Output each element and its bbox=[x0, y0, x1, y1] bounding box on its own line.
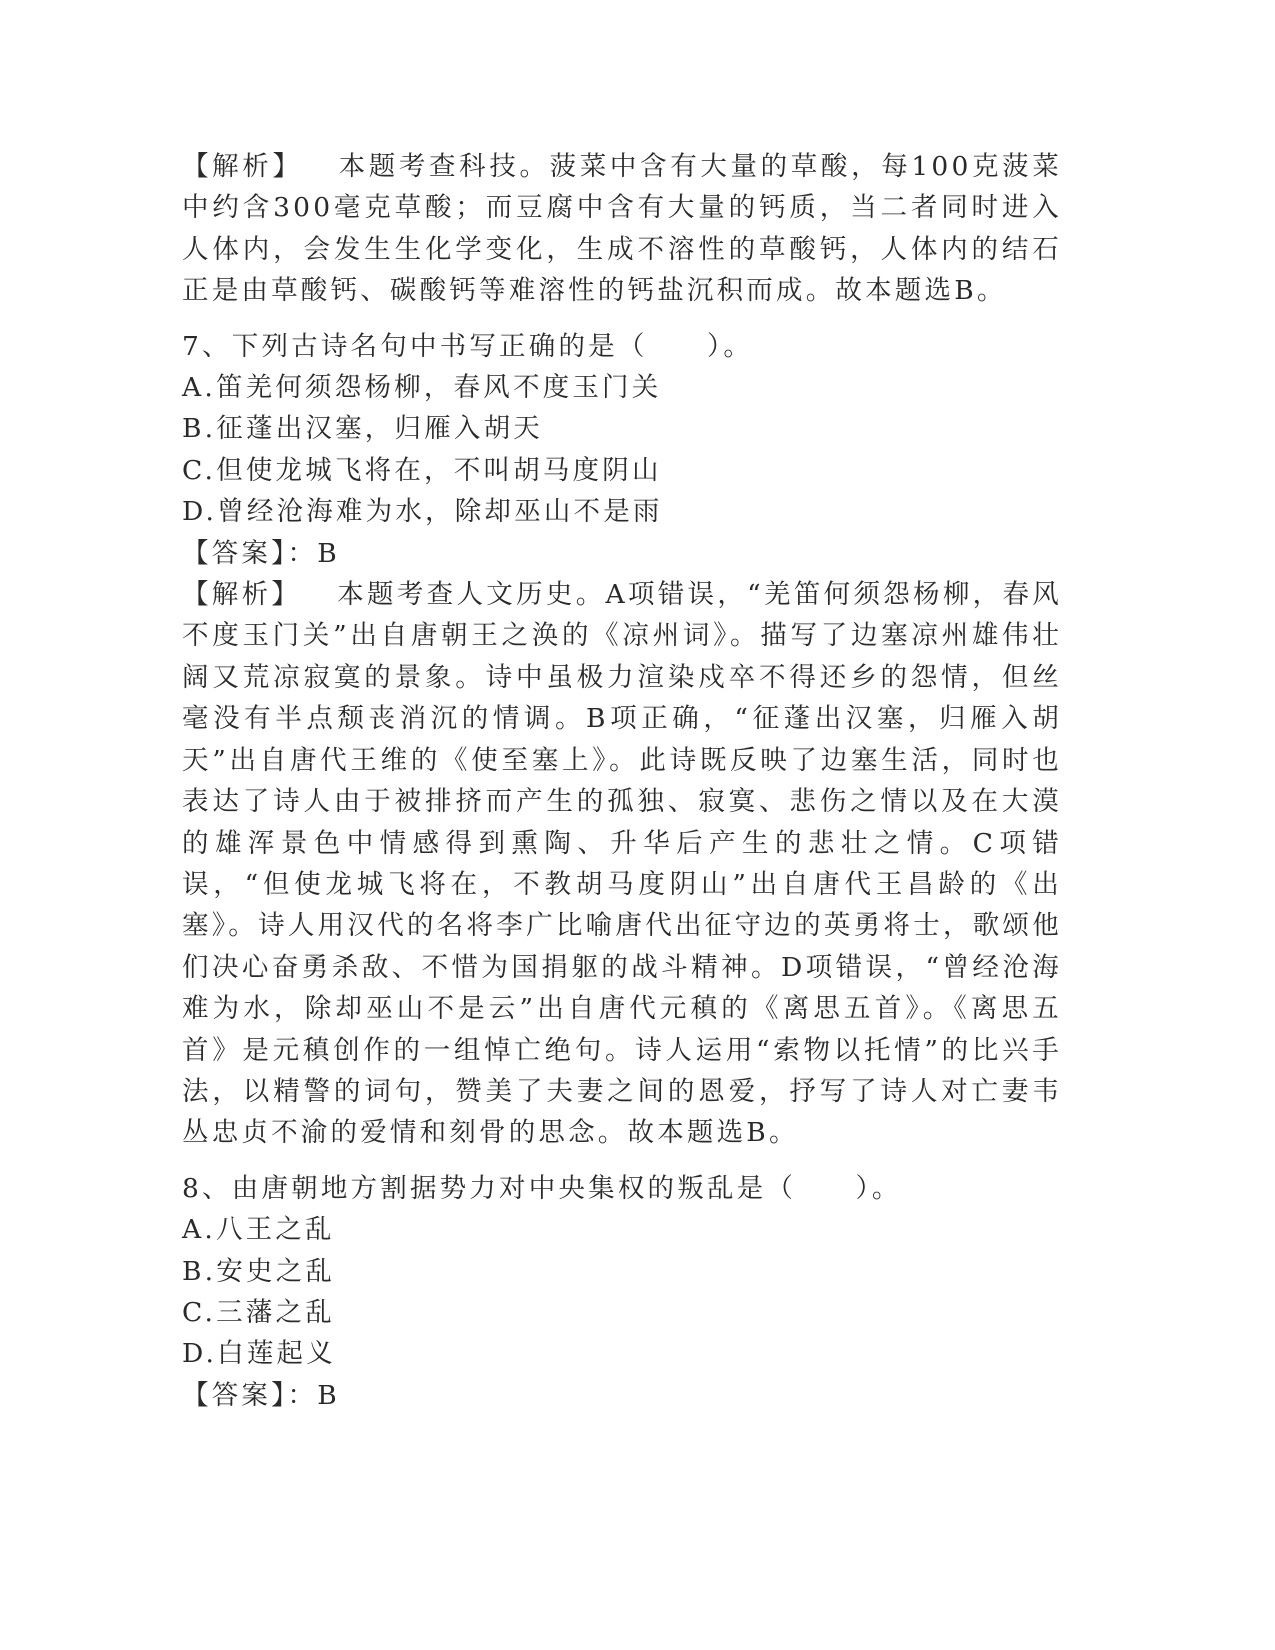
question-7: 7、下列古诗名句中书写正确的是（ ）。 bbox=[182, 330, 754, 362]
q7-option-b: B.征蓬出汉塞，归雁入胡天 bbox=[182, 413, 543, 445]
analysis-paragraph-q7 bbox=[182, 574, 1062, 1154]
q7-option-d: D.曾经沧海难为水，除却巫山不是雨 bbox=[182, 496, 663, 528]
q8-answer: 【答案】：B bbox=[182, 1379, 340, 1411]
question-8: 8、由唐朝地方割据势力对中央集权的叛乱是（ ）。 bbox=[182, 1172, 902, 1204]
q8-option-a: A.八王之乱 bbox=[182, 1214, 335, 1246]
page-content bbox=[182, 146, 1062, 1416]
analysis-text: 本题考查科技。菠菜中含有大量的草酸，每100克菠菜中约含300毫克草酸；而豆腐中含有大量的钙质，当二者同时进入人体内，会发生生化学变化，生成不溶性的草酸钙，人体内的结石正是由草酸钙、碳酸钙等难溶性的钙盐沉积而成。故本题选B。 bbox=[182, 151, 1062, 307]
analysis-text: 本题考查人文历史。A项错误，“羌笛何须怨杨柳，春风不度玉门关”出自唐朝王之涣的《凉州词》。描写了边塞凉州雄伟壮阔又荒凉寂寞的景象。诗中虽极力渲染戍卒不得还乡的怨情，但丝毫没有半点颓丧消沉的情调。B项正确，“征蓬出汉塞，归雁入胡天”出自唐代王维的《使至塞上》。此诗既反映了边塞生活，同时也表达了诗人由于被排挤而产生的孤独、寂寞、悲伤之情以及在大漠的雄浑景色中情感得到熏陶、升华后产生的悲壮之情。C项错误，“但使龙城飞将在，不教胡马度阴山”出自唐代王昌龄的《出塞》。诗人用汉代的名将李广比喻唐代出征守边的英勇将士，歌颂他们决心奋勇杀敌、不惜为国捐躯的战斗精神。D项错误，“曾经沧海难为水，除却巫山不是云”出自唐代元稹的《离思五首》。《离思五首》是元稹创作的一组悼亡绝句。诗人运用“索物以托情”的比兴手法，以精警的词句，赞美了夫妻之间的恩爱，抒写了诗人对亡妻韦丛忠贞不渝的爱情和刻骨的思念。故本题选B。 bbox=[182, 579, 1062, 1149]
q8-option-c: C.三藩之乱 bbox=[182, 1296, 335, 1328]
q8-option-d: D.白莲起义 bbox=[182, 1338, 336, 1370]
q7-option-c: C.但使龙城飞将在，不叫胡马度阴山 bbox=[182, 454, 662, 486]
q7-option-a: A.笛羌何须怨杨柳，春风不度玉门关 bbox=[182, 372, 662, 404]
spacer bbox=[182, 312, 1062, 326]
q7-answer: 【答案】：B bbox=[182, 537, 340, 569]
analysis-label: 【解析】 bbox=[182, 151, 303, 182]
analysis-paragraph-q6 bbox=[182, 146, 1062, 312]
spacer bbox=[182, 1154, 1062, 1168]
analysis-label: 【解析】 bbox=[182, 579, 302, 611]
q8-option-b: B.安史之乱 bbox=[182, 1255, 336, 1287]
